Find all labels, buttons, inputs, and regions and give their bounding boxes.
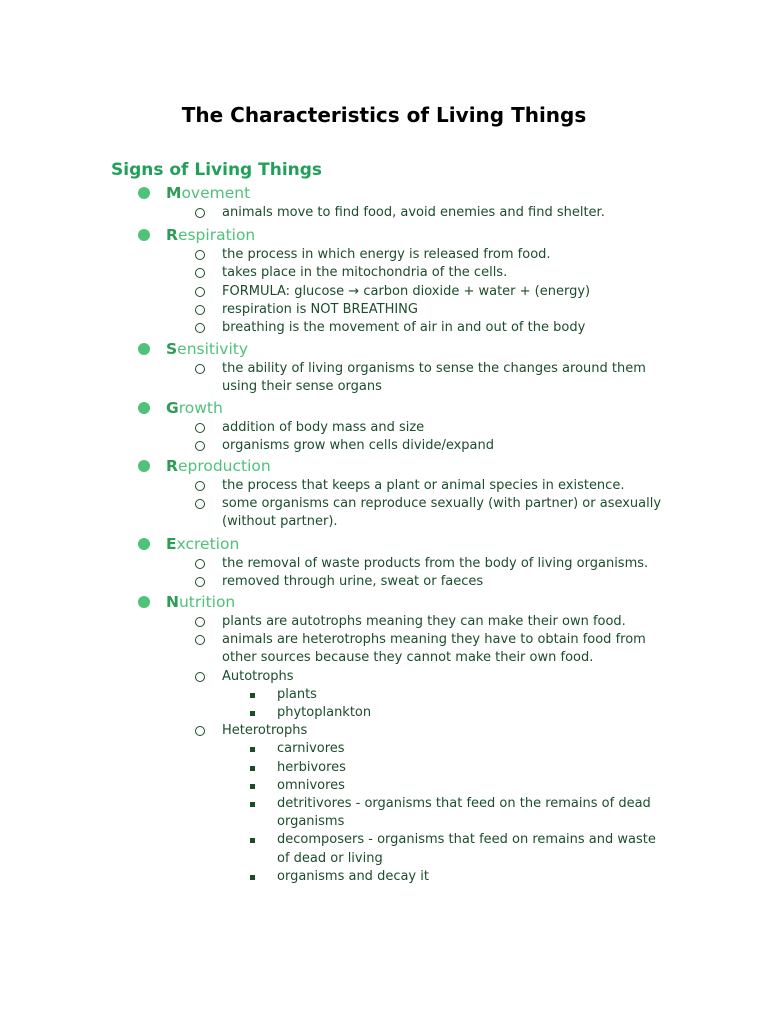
sign-movement bbox=[0, 182, 768, 222]
sign-heading bbox=[0, 224, 768, 246]
list-item bbox=[0, 495, 768, 531]
sign-rest: utrition bbox=[178, 593, 236, 612]
sub-list bbox=[0, 419, 768, 455]
list-item bbox=[0, 283, 768, 301]
sign-initial: R bbox=[166, 226, 178, 245]
nested-list-item bbox=[0, 795, 768, 831]
nested-list-item-text: organisms and decay it bbox=[277, 868, 429, 884]
sub-list bbox=[0, 204, 768, 222]
sign-rest: espiration bbox=[177, 226, 256, 245]
list-item bbox=[0, 613, 768, 631]
hollow-circle-bullet-icon bbox=[195, 499, 205, 509]
list-item bbox=[0, 204, 768, 222]
square-bullet-icon bbox=[250, 747, 255, 752]
sign-reproduction bbox=[0, 455, 768, 532]
hollow-circle-bullet-icon bbox=[195, 208, 205, 218]
list-item-text: the removal of waste products from the body of living organisms. bbox=[222, 555, 649, 571]
sign-nutrition bbox=[0, 591, 768, 886]
hollow-circle-bullet-icon bbox=[195, 481, 205, 491]
list-item bbox=[0, 437, 768, 455]
list-item-text: animals are heterotrophs meaning they have to obtain food from other sources because they cannot make their own food. bbox=[222, 632, 646, 666]
sign-rest: eproduction bbox=[177, 457, 271, 476]
sign-heading bbox=[0, 455, 768, 477]
sign-heading bbox=[0, 182, 768, 204]
list-item-text: breathing is the movement of air in and out of the body bbox=[222, 320, 586, 336]
hollow-circle-bullet-icon bbox=[195, 268, 205, 278]
sign-heading bbox=[0, 533, 768, 555]
list-item bbox=[0, 319, 768, 337]
list-item bbox=[0, 419, 768, 437]
hollow-circle-bullet-icon bbox=[195, 323, 205, 333]
list-item bbox=[0, 301, 768, 319]
sign-rest: rowth bbox=[178, 398, 223, 417]
hollow-circle-bullet-icon bbox=[195, 635, 205, 645]
nested-list-item-text: detritivores - organisms that feed on the remains of dead organisms bbox=[277, 796, 651, 830]
nested-list-item bbox=[0, 831, 768, 867]
list-item-text: FORMULA: glucose → carbon dioxide + water + (energy) bbox=[222, 283, 591, 299]
sign-rest: ovement bbox=[181, 184, 251, 202]
list-item bbox=[0, 246, 768, 264]
list-item bbox=[0, 573, 768, 591]
signs-list bbox=[0, 182, 768, 886]
sign-heading bbox=[0, 338, 768, 360]
nested-list-item bbox=[0, 868, 768, 886]
sign-initial: M bbox=[166, 184, 182, 202]
nested-list-item bbox=[0, 704, 768, 722]
sign-initial: E bbox=[166, 534, 177, 553]
sign-excretion bbox=[0, 533, 768, 591]
hollow-circle-bullet-icon bbox=[195, 287, 205, 297]
list-item-text: removed through urine, sweat or faeces bbox=[222, 573, 484, 589]
nested-list-item-text: herbivores bbox=[277, 759, 346, 775]
square-bullet-icon bbox=[250, 838, 255, 843]
nested-list-item-text: decomposers - organisms that feed on remains and waste of dead or living bbox=[277, 832, 656, 866]
hollow-circle-bullet-icon bbox=[195, 441, 205, 451]
filled-circle-bullet-icon bbox=[138, 187, 150, 199]
list-item bbox=[0, 360, 768, 396]
list-item-text: organisms grow when cells divide/expand bbox=[222, 437, 494, 453]
sub-list bbox=[0, 477, 768, 532]
section-heading: Signs of Living Things bbox=[111, 160, 323, 180]
sub-list bbox=[0, 246, 768, 337]
sign-initial: R bbox=[166, 457, 178, 476]
hollow-circle-bullet-icon bbox=[195, 577, 205, 587]
list-item bbox=[0, 555, 768, 573]
filled-circle-bullet-icon bbox=[138, 596, 150, 608]
hollow-circle-bullet-icon bbox=[195, 559, 205, 569]
list-item-text: takes place in the mitochondria of the cells. bbox=[222, 265, 508, 281]
nested-list-item-text: carnivores bbox=[277, 741, 345, 757]
list-item bbox=[0, 264, 768, 282]
list-item bbox=[0, 477, 768, 495]
sign-rest: xcretion bbox=[176, 534, 240, 553]
square-bullet-icon bbox=[250, 693, 255, 698]
square-bullet-icon bbox=[250, 766, 255, 771]
filled-circle-bullet-icon bbox=[138, 460, 150, 472]
list-item-text: addition of body mass and size bbox=[222, 419, 425, 435]
list-item-text: Heterotrophs bbox=[222, 723, 308, 739]
filled-circle-bullet-icon bbox=[138, 343, 150, 355]
hollow-circle-bullet-icon bbox=[195, 305, 205, 315]
list-item bbox=[0, 668, 768, 686]
nested-list-item-text: phytoplankton bbox=[277, 705, 372, 721]
sub-list bbox=[0, 360, 768, 396]
list-item-text: the ability of living organisms to sense the changes around them using their sense organs bbox=[222, 361, 646, 395]
hollow-circle-bullet-icon bbox=[195, 250, 205, 260]
sign-heading bbox=[0, 397, 768, 419]
square-bullet-icon bbox=[250, 784, 255, 789]
document-title: The Characteristics of Living Things bbox=[181, 103, 587, 127]
sign-initial: N bbox=[166, 593, 179, 612]
list-item bbox=[0, 722, 768, 740]
sign-initial: S bbox=[166, 340, 178, 359]
sub-list bbox=[0, 613, 768, 886]
square-bullet-icon bbox=[250, 875, 255, 880]
hollow-circle-bullet-icon bbox=[195, 364, 205, 374]
nested-list-item-text: plants bbox=[277, 686, 317, 702]
list-item bbox=[0, 631, 768, 667]
list-item-text: the process that keeps a plant or animal species in existence. bbox=[222, 478, 625, 494]
square-bullet-icon bbox=[250, 711, 255, 716]
nested-list-item-text: omnivores bbox=[277, 777, 345, 793]
nested-list-item bbox=[0, 740, 768, 758]
square-bullet-icon bbox=[250, 802, 255, 807]
sign-rest: ensitivity bbox=[177, 340, 249, 359]
nested-list-item bbox=[0, 686, 768, 704]
hollow-circle-bullet-icon bbox=[195, 617, 205, 627]
sub-list bbox=[0, 555, 768, 591]
list-item-text: some organisms can reproduce sexually (with partner) or asexually (without partner). bbox=[222, 496, 662, 530]
list-item-text: Autotrophs bbox=[222, 668, 294, 684]
hollow-circle-bullet-icon bbox=[195, 672, 205, 682]
filled-circle-bullet-icon bbox=[138, 538, 150, 550]
sign-respiration bbox=[0, 224, 768, 337]
sign-growth bbox=[0, 397, 768, 455]
list-item-text: respiration is NOT BREATHING bbox=[222, 301, 418, 317]
hollow-circle-bullet-icon bbox=[195, 726, 205, 736]
sign-initial: G bbox=[166, 398, 179, 417]
filled-circle-bullet-icon bbox=[138, 229, 150, 241]
sign-heading bbox=[0, 591, 768, 613]
nested-list-item bbox=[0, 777, 768, 795]
nested-list-item bbox=[0, 759, 768, 777]
filled-circle-bullet-icon bbox=[138, 402, 150, 414]
list-item-text: the process in which energy is released from food. bbox=[222, 247, 551, 263]
list-item-text: animals move to find food, avoid enemies and find shelter. bbox=[222, 205, 605, 220]
hollow-circle-bullet-icon bbox=[195, 423, 205, 433]
sign-sensitivity bbox=[0, 338, 768, 396]
list-item-text: plants are autotrophs meaning they can make their own food. bbox=[222, 614, 626, 630]
